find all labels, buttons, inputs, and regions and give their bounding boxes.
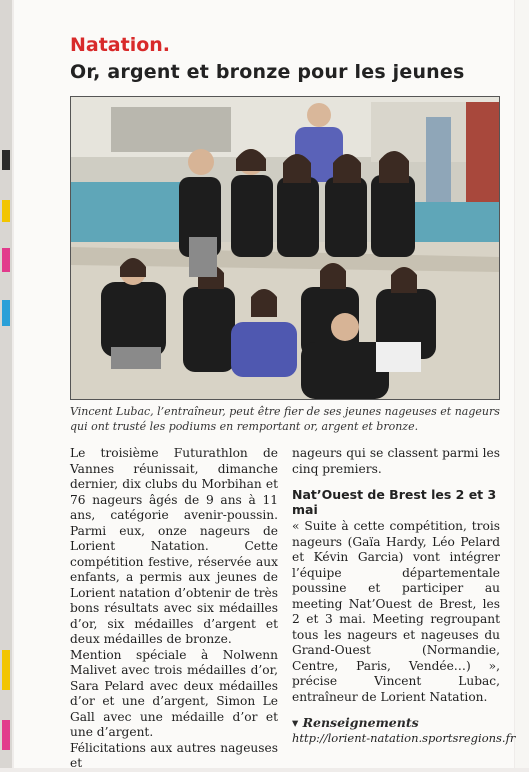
body-paragraph: Félicitations aux autres nageuses et — [70, 740, 278, 770]
margin-swatch-yellow — [2, 200, 10, 222]
body-paragraph: Mention spéciale à Nolwenn Malivet avec trois médailles d’or, Sara Pelard avec deux médailles d’or et une d’argent, Simon Le Gall avec une médaille d’or et une d’argent. — [70, 647, 278, 739]
article-photo — [70, 96, 500, 400]
margin-swatch-magenta-2 — [2, 720, 10, 750]
website-link[interactable]: http://lorient-natation.sportsregions.fr — [292, 730, 516, 745]
article-kicker: Natation. — [70, 34, 171, 56]
article-headline: Or, argent et bronze pour les jeunes — [70, 61, 465, 83]
page-edge — [515, 0, 529, 768]
article-column-1 — [70, 446, 278, 772]
color-margin-strip — [0, 0, 12, 768]
team-photo-illustration — [71, 97, 499, 399]
body-paragraph: « Suite à cette compétition, trois nageurs (Gaïa Hardy, Léo Pelard et Kévin Garcia) vont intégrer l’équipe départementale poussine et participer au meeting Nat’Ouest de Brest, les 2 et 3 mai. Meeting regroupant tous les nageurs et nageuses du Grand-Ouest (Normandie, Centre, Paris, Vendée…) », précise Vincent Lubac, entraîneur de Lorient Natation. — [292, 519, 500, 704]
info-heading: ▾ Renseignements — [292, 715, 419, 730]
section-subheading: Nat’Ouest de Brest les 2 et 3 mai — [292, 487, 497, 517]
photo-caption: Vincent Lubac, l’entraîneur, peut être fier de ses jeunes nageuses et nageurs qui ont trusté les podiums en remportant or, argent et bronze. — [70, 405, 500, 433]
body-paragraph: Le troisième Futurathlon de Vannes réunissait, dimanche dernier, dix clubs du Morbihan et 76 nageurs âgés de 9 ans à 11 ans, catégorie avenir-poussin. Parmi eux, onze nageurs de Lorient Natation. Cette compétition festive, réservée aux enfants, a permis aux jeunes de Lorient natation d’obtenir de très bons résultats avec six médailles d’or, six médailles d’argent et deux médailles de bronze. — [70, 446, 278, 646]
body-paragraph: nageurs qui se classent parmi les cinq premiers. — [292, 446, 500, 476]
margin-swatch-magenta — [2, 248, 10, 272]
article-column-2 — [292, 446, 516, 746]
margin-swatch-black — [2, 150, 10, 170]
margin-swatch-cyan — [2, 300, 10, 326]
margin-swatch-yellow-2 — [2, 650, 10, 690]
